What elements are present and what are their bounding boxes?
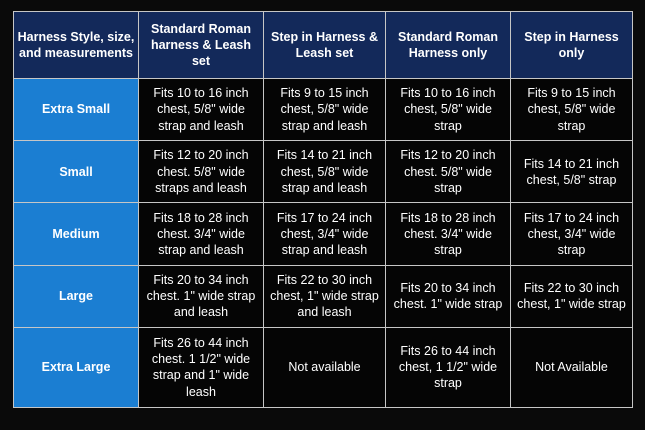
spec-cell: Fits 14 to 21 inch chest, 5/8" strap xyxy=(511,141,633,203)
row-header-medium: Medium xyxy=(14,203,139,265)
spec-cell: Fits 26 to 44 inch chest, 1 1/2" wide strap xyxy=(386,327,511,407)
harness-size-chart-table xyxy=(13,11,633,408)
column-header-standard-roman-only: Standard Roman Harness only xyxy=(386,12,511,79)
table-row-small xyxy=(14,141,633,203)
column-header-step-in-only: Step in Harness only xyxy=(511,12,633,79)
spec-cell: Fits 20 to 34 inch chest. 1" wide strap and leash xyxy=(139,265,264,327)
spec-cell: Not Available xyxy=(511,327,633,407)
table-row-large xyxy=(14,265,633,327)
spec-cell: Fits 10 to 16 inch chest, 5/8" wide strap xyxy=(386,79,511,141)
spec-cell: Fits 20 to 34 inch chest. 1" wide strap xyxy=(386,265,511,327)
spec-cell: Fits 9 to 15 inch chest, 5/8" wide strap xyxy=(511,79,633,141)
spec-cell: Fits 22 to 30 inch chest, 1" wide strap and leash xyxy=(264,265,386,327)
table-row-extra-large xyxy=(14,327,633,407)
spec-cell: Fits 22 to 30 inch chest, 1" wide strap xyxy=(511,265,633,327)
row-header-extra-large: Extra Large xyxy=(14,327,139,407)
spec-cell: Fits 18 to 28 inch chest. 3/4" wide strap xyxy=(386,203,511,265)
spec-cell: Fits 18 to 28 inch chest. 3/4" wide strap and leash xyxy=(139,203,264,265)
spec-cell: Fits 26 to 44 inch chest. 1 1/2" wide strap and 1" wide leash xyxy=(139,327,264,407)
row-header-small: Small xyxy=(14,141,139,203)
spec-cell: Fits 17 to 24 inch chest, 3/4" wide strap and leash xyxy=(264,203,386,265)
column-header-style-size-measurements: Harness Style, size, and measurements xyxy=(14,12,139,79)
spec-cell: Fits 14 to 21 inch chest, 5/8" wide strap and leash xyxy=(264,141,386,203)
spec-cell: Fits 17 to 24 inch chest, 3/4" wide strap xyxy=(511,203,633,265)
table-row-extra-small xyxy=(14,79,633,141)
table-row-medium xyxy=(14,203,633,265)
spec-cell: Not available xyxy=(264,327,386,407)
header-row xyxy=(14,12,633,79)
column-header-standard-roman-leash-set: Standard Roman harness & Leash set xyxy=(139,12,264,79)
column-header-step-in-leash-set: Step in Harness & Leash set xyxy=(264,12,386,79)
row-header-large: Large xyxy=(14,265,139,327)
spec-cell: Fits 12 to 20 inch chest. 5/8" wide strap xyxy=(386,141,511,203)
row-header-extra-small: Extra Small xyxy=(14,79,139,141)
spec-cell: Fits 12 to 20 inch chest. 5/8" wide straps and leash xyxy=(139,141,264,203)
spec-cell: Fits 9 to 15 inch chest, 5/8" wide strap and leash xyxy=(264,79,386,141)
spec-cell: Fits 10 to 16 inch chest, 5/8" wide strap and leash xyxy=(139,79,264,141)
